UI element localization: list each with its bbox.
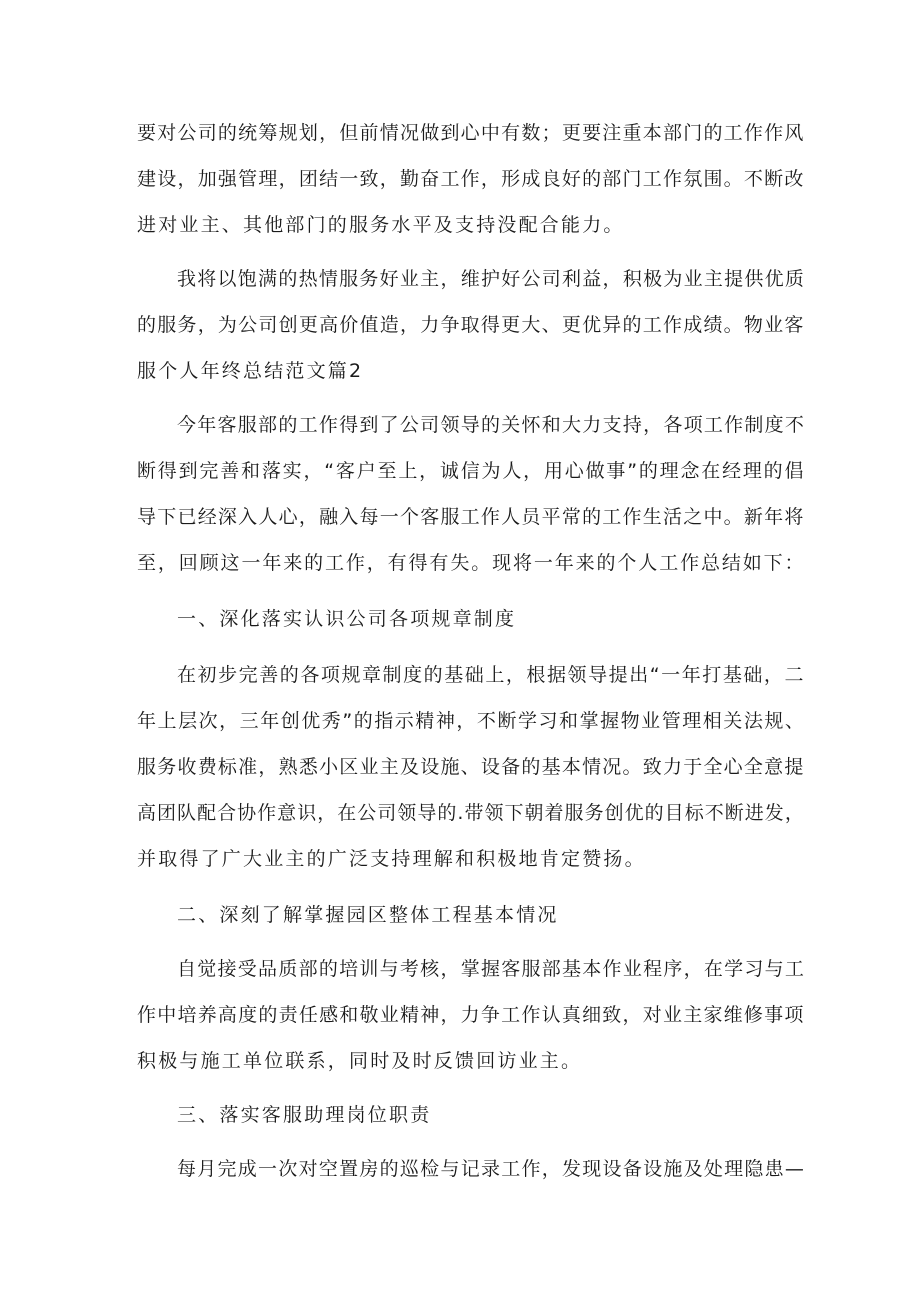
paragraph-6-line-1: 每月完成一次对空置房的巡检与记录工作，发现设备设施及处理隐患— [177,1158,806,1180]
paragraph-1-line-2: 建设，加强管理，团结一致，勤奋工作，形成良好的部门工作氛围。不断改 [137,168,805,190]
paragraph-4-line-3: 服务收费标准，熟悉小区业主及设施、设备的基本情况。致力于全心全意提 [137,756,805,778]
paragraph-4-line-4: 高团队配合协作意识，在公司领导的.带领下朝着服务创优的目标不断进发， [137,802,805,824]
section-heading-1: 一、深化落实认识公司各项规章制度 [177,608,517,630]
paragraph-3-line-2: 断得到完善和落实，“客户至上，诚信为人，用心做事”的理念在经理的倡 [137,460,806,482]
paragraph-4-line-2: 年上层次，三年创优秀”的指示精神，不断学习和掌握物业管理相关法规、 [137,710,806,732]
paragraph-1-line-1: 要对公司的统筹规划，但前情况做到心中有数；更要注重本部门的工作作风 [137,122,805,144]
paragraph-3-line-3: 导下已经深入人心，融入每一个客服工作人员平常的工作生活之中。新年将 [137,506,805,528]
section-heading-2: 二、深刻了解掌握园区整体工程基本情况 [177,904,559,926]
paragraph-5-line-1: 自觉接受品质部的培训与考核，掌握客服部基本作业程序，在学习与工 [177,958,806,980]
paragraph-2-line-1: 我将以饱满的热情服务好业主，维护好公司利益，积极为业主提供优质 [177,268,806,290]
paragraph-2-line-3: 服个人年终总结范文篇2 [137,360,364,382]
paragraph-1-line-3: 进对业主、其他部门的服务水平及支持没配合能力。 [137,214,625,236]
section-heading-3: 三、落实客服助理岗位职责 [177,1104,432,1126]
paragraph-4-line-1: 在初步完善的各项规章制度的基础上，根据领导提出“一年打基础，二 [177,664,806,686]
paragraph-4-line-5: 并取得了广大业主的广泛支持理解和积极地肯定赞扬。 [137,848,646,870]
paragraph-5-line-3: 积极与施工单位联系，同时及时反馈回访业主。 [137,1050,583,1072]
paragraph-5-line-2: 作中培养高度的责任感和敬业精神，力争工作认真细致，对业主家维修事项 [137,1004,805,1026]
paragraph-3-line-1: 今年客服部的工作得到了公司领导的关怀和大力支持，各项工作制度不 [177,414,806,436]
paragraph-2-line-2: 的服务，为公司创更高价值造，力争取得更大、更优异的工作成绩。物业客 [137,314,805,336]
paragraph-3-line-4: 至，回顾这一年来的工作，有得有失。现将一年来的个人工作总结如下： [137,552,806,574]
